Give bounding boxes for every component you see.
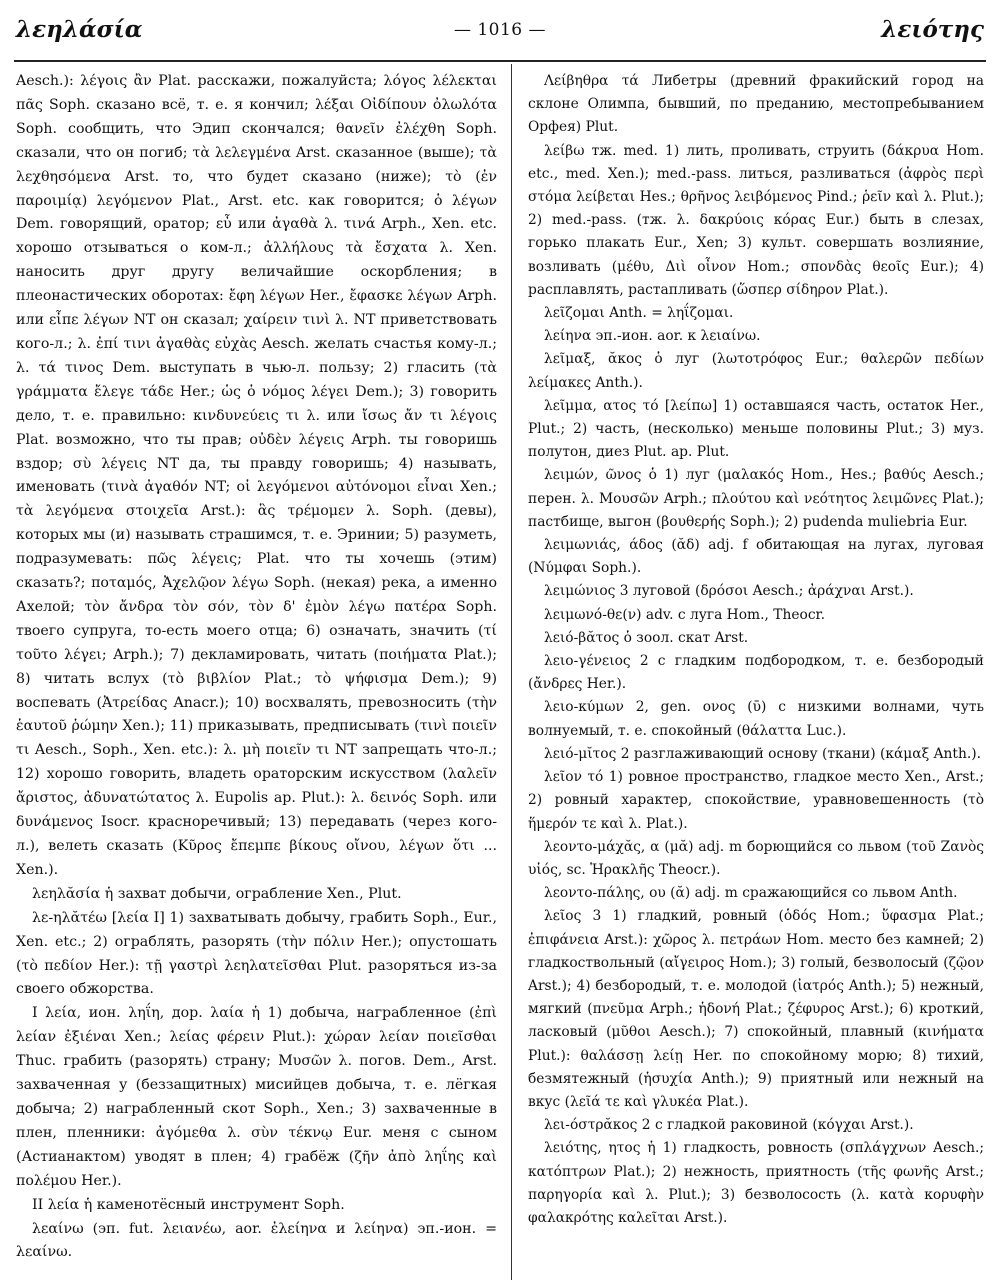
dictionary-entry: λει-όστρᾰκος 2 с гладкой раковиной (κόγχαι Arst.). <box>544 1117 914 1134</box>
page-header <box>16 10 984 50</box>
dictionary-entry: I λεία, ион. ληΐη, дор. λαία ἡ 1) добыча, награбленное (ἐπὶ λείαν ἐξιέναι Xen.; λείας φέρειν Plut.): χώραν λείαν ποιεῖσθαι Thuc. грабить (разорять) страну; Μυσῶν λ. погов. Dem., Arst. захваченная у (беззащитных) мисийцев добыча, т. е. лёгкая добыча; 2) награбленный скот Soph., Xen.; 3) захваченные в плен, пленники: ἀγόμεθα λ. σὺν τέκνῳ Eur. меня с сыном (Астианактом) уводят в плен; 4) грабёж (ζῆν ἀπὸ ληΐης καὶ πολέμου Her.). <box>16 1005 497 1189</box>
dictionary-entry: λεοντο-πάλης, ου (ᾰ) adj. m сражающийся со львом Anth. <box>544 885 958 902</box>
dictionary-entry: λειο-κύμων 2, gen. ονος (ῡ) с низкими волнами, чуть волнуемый, т. е. спокойный (θάλαττα Luc.). <box>528 699 984 739</box>
dictionary-entry: λεοντο-μάχᾰς, α (μᾰ) adj. m борющийся со львом (τοῦ Ζανὸς υἱός, sc. Ἡρακλῆς Theocr.). <box>528 838 984 878</box>
dictionary-entry: II λεία ἡ каменотёсный инструмент Soph. <box>32 1196 345 1213</box>
dictionary-entry: λειό-μῐτος 2 разглаживающий основу (ткани) (κάμαξ Anth.). <box>544 745 982 762</box>
dictionary-entry: Λείβηθρα τά Либетры (древний фракийский город на склоне Олимпа, бывший, по преданию, местопребыванием Орфея) Plut. <box>528 73 984 136</box>
dictionary-entry: λεαίνω (эп. fut. λειανέω, aor. ἐλείηνα и λείηνα) эп.-ион. = λεαίνω. <box>16 1220 497 1261</box>
dictionary-entry: Aesch.): λέγοις ἂν Plat. расскажи, пожалуйста; λόγος λέλεκται πᾶς Soph. сказано всё, т. е. я кончил; λέξαι Οἰδίπουν ὀλωλότα Soph. сообщить, что Эдип скончался; θανεῖν ἐλέχθη Soph. сказали, что он погиб; τὰ λελεγμένα Arst. сказанное (выше); τὰ λεχθησόμενα Arst. то, что будет сказано (ниже); τὸ (ἐν παροιμίᾳ) λεγόμενον Plat., Arst. etc. как говорится; ὁ λέγων Dem. говорящий, оратор; εὖ или ἀγαθὰ λ. τινά Arph., Xen. etc. хорошо отзываться о ком-л.; ἀλλήλους τὰ ἔσχατα λ. Xen. наносить друг другу величайшие оскорбления; в плеонастических оборотах: ἔφη λέγων Her., ἔφασκε λέγων Arph. или εἶπε λέγων NT он сказал; χαίρειν τινὶ λ. NT приветствовать кого-л.; λ. ἐπί τινι ἀγαθὰς εὐχὰς Aesch. желать счастья кому-л.; λ. τά τινος Dem. выступать в чью-л. пользу; 2) гласить (τὰ γράμματα ἔλεγε τάδε Her.; ὡς ὁ νόμος λέγει Dem.); 3) говорить дело, т. е. правильно: κινδυνεύεις τι λ. или ἴσως ἄν τι λέγοις Plat. возможно, что ты прав; οὐδὲν λέγεις Arph. ты говоришь вздор; σὺ λέγεις NT да, ты правду говоришь; 4) называть, именовать (τινὰ ἀγαθόν NT; οἱ λεγόμενοι αὐτόνομοι εἶναι Xen.; τὰ λεγόμενα στοιχεῖα Arst.): ἃς τρέμομεν λ. Soph. (девы), которых мы (и) называть страшимся, т. е. Эринии; 5) разуметь, подразумевать: πῶς λέγεις; Plat. что ты хочешь (этим) сказать?; ποταμός, Ἀχελῷον λέγω Soph. (некая) река, а именно Ахелой; τὸν ἄνδρα τὸν σόν, τὸν δ' ἐμὸν λέγω πατέρα Soph. твоего супруга, то-есть моего отца; 6) означать, значить (τί τοῦτο λέγει; Arph.); 7) декламировать, читать (ποιήματα Plat.); 8) читать вслух (τὸ βιβλίον Plat.; τὸ ψήφισμα Dem.); 9) воспевать (Ἀτρείδας Anacr.); 10) восхвалять, превозносить (τὴν ἑαυτοῦ ῥώμην Xen.); 11) приказывать, предписывать (τινὶ ποιεῖν τι Aesch., Soph., Xen. etc.): λ. μὴ ποιεῖν τι NT запрещать что-л.; 12) хорошо говорить, владеть ораторским искусством (λαλεῖν ἄριστος, ἀδυνατώτατος λ. Eupolis ap. Plut.): λ. δεινός Soph. или δυνάμενος Isocr. красноречивый; 13) передавать (через кого-л.), велеть сказать (Κῦρος ἔπεμπε βίκους οἴνου, λέγων ὅτι ... Xen.). <box>16 73 497 878</box>
dictionary-entry: λειμωνό-θε(ν) adv. с луга Hom., Theocr. <box>544 606 826 623</box>
header-rule <box>14 60 986 62</box>
dictionary-entry: λειμώνιος 3 луговой (δρόσοι Aesch.; ἀράχναι Arst.). <box>544 583 914 600</box>
dictionary-entry: λε-ηλᾰτέω [λεία I] 1) захватывать добычу, грабить Soph., Eur., Xen. etc.; 2) ограблять, разорять (τὴν πόλιν Her.); опустошать (τὸ πεδίον Her.): τῇ γαστρὶ λεηλατεῖσθαι Plut. разоряться из-за своего обжорства. <box>16 909 497 998</box>
column-divider <box>511 64 512 1280</box>
running-head-right: λειότης <box>881 16 984 43</box>
page-number: — 1016 — <box>453 20 547 40</box>
dictionary-entry: λεηλᾰσία ἡ захват добычи, ограбление Xen., Plut. <box>32 885 402 902</box>
dictionary-entry: λεῖμμα, ατος τό [λείπω] 1) оставшаяся часть, остаток Her., Plut.; 2) часть, (несколько) меньше половины Plut.; 3) муз. полутон, диез Plut. ap. Plut. <box>528 397 984 461</box>
dictionary-entry: λειμωνιάς, άδος (ᾰδ) adj. f обитающая на лугах, луговая (Νύμφαι Soph.). <box>528 537 984 577</box>
dictionary-entry: λειμών, ῶνος ὁ 1) луг (μαλακός Hom., Hes.; βαθύς Aesch.; перен. λ. Μουσῶν Arph.; πλούτου καὶ νεότητος λειμῶνες Plat.); пастбище, выгон (βουθερής Soph.); 2) pudenda muliebria Eur. <box>528 467 984 530</box>
running-head-left: λεηλάσία <box>16 16 143 43</box>
dictionary-entry: λεῖος 3 1) гладкий, ровный (ὁδός Hom.; ὕφασμα Plat.; ἐπιφάνεια Arst.): χῶρος λ. πετράων Hom. место без камней; 2) гладкоствольный (αἴγειρος Hom.); 3) голый, безволосый (ζῷον Arst.); 4) безбородый, т. е. молодой (ἰατρός Anth.); 5) нежный, мягкий (πνεῦμα Arph.; ἡδονή Plat.; ζέφυρος Arst.); 6) кроткий, ласковый (μῦθοι Aesch.); 7) спокойный, плавный (κινήματα Plut.): θαλάσσῃ λείῃ Her. по спокойному морю; 8) тихий, безмятежный (ἡσυχία Anth.); 9) приятный или нежный на вкус (λεῖά τε καὶ γλυκέα Plat.). <box>528 908 984 1110</box>
left-column <box>16 70 497 1265</box>
dictionary-entry: λειο-γένειος 2 с гладким подбородком, т. е. безбородый (ἄνδρες Her.). <box>528 653 984 693</box>
dictionary-entry: λείβω тж. med. 1) лить, проливать, струить (δάκρυα Hom. etc., med. Xen.); med.-pass. литься, разливаться (ἀφρὸς περὶ στόμα λείβεται Hes.; θρῆνος λειβόμενος Pind.; ῥεῖν καὶ λ. Plut.); 2) med.-pass. (тж. λ. δακρύοις κόρας Eur.) быть в слезах, горько плакать Eur., Xen; 3) культ. совершать возлияние, возливать (μέθυ, Διὶ οἶνον Hom.; σπονδὰς θεοῖς Eur.); 4) расплавлять, растапливать (ὥσπερ σίδηρον Plat.). <box>528 142 984 298</box>
dictionary-entry: λεῖον τό 1) ровное пространство, гладкое место Xen., Arst.; 2) ровный характер, спокойствие, уравновешенность (τὸ ἥμερόν τε καὶ λ. Plat.). <box>528 769 984 832</box>
dictionary-entry: λείηνα эп.-ион. aor. к λειαίνω. <box>544 328 761 345</box>
dictionary-entry: λεῖμαξ, ᾰκος ὁ луг (λωτοτρόφος Eur.; θαλερῶν πεδίων λείμακες Anth.). <box>528 351 984 391</box>
dictionary-entry: λειότης, ητος ἡ 1) гладкость, ровность (σπλάγχνων Aesch.; κατόπτρων Plat.); 2) нежность, приятность (τῆς φωνῆς Arst.; παρηγορία καὶ λ. Plut.); 3) безволосость (λ. κατὰ κορυφὴν φαλακρότης καλεῖται Arst.). <box>528 1140 984 1226</box>
right-column <box>528 70 984 1230</box>
dictionary-entry: λειό-βᾰτος ὁ зоол. скат Arst. <box>544 629 749 646</box>
dictionary-entry: λεῖζομαι Anth. = ληΐζομαι. <box>544 305 734 322</box>
